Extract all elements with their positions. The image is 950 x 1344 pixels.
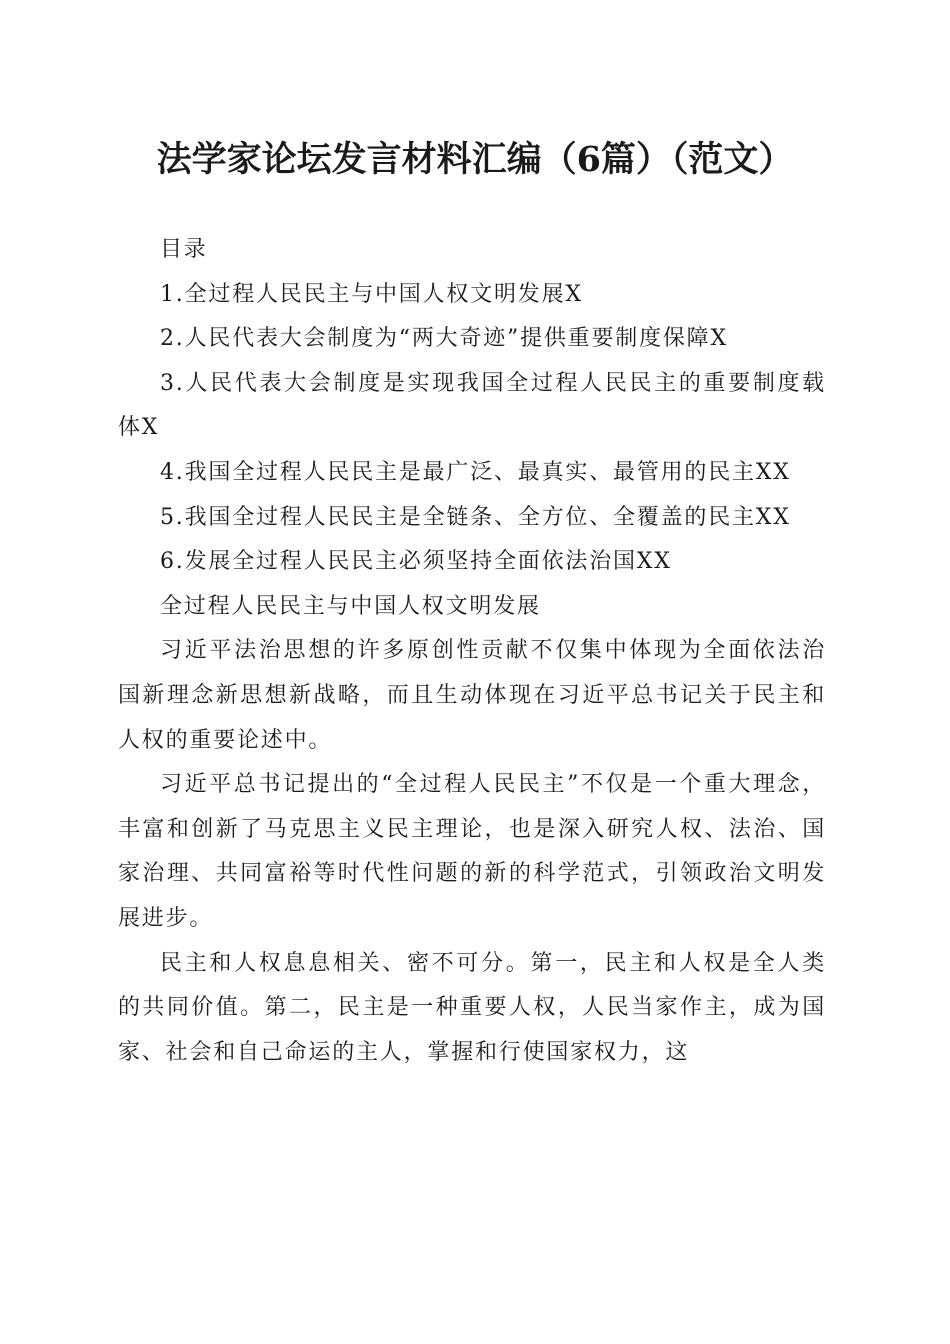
paragraph: 民主和人权息息相关、密不可分。第一，民主和人权是全人类的共同价值。第二，民主是一种重要人权，人民当家作主，成为国家、社会和自己命运的主人，掌握和行使国家权力，这 — [118, 950, 826, 1065]
toc-item: 5.我国全过程人民民主是全链条、全方位、全覆盖的民主XX — [160, 504, 791, 530]
toc-heading: 目录 — [160, 237, 208, 262]
section-title: 全过程人民民主与中国人权文明发展 — [160, 593, 541, 619]
paragraph: 习近平法治思想的许多原创性贡献不仅集中体现为全面依法治国新理念新思想新战略，而且生动体现在习近平总书记关于民主和人权的重要论述中。 — [118, 638, 826, 753]
paragraph: 习近平总书记提出的“全过程人民民主”不仅是一个重大理念，丰富和创新了马克思主义民主理论，也是深入研究人权、法治、国家治理、共同富裕等时代性问题的新的科学范式，引领政治文明发展进步。 — [118, 772, 826, 931]
toc-item: 3.人民代表大会制度是实现我国全过程人民民主的重要制度载体X — [118, 370, 826, 441]
toc-item: 1.全过程人民民主与中国人权文明发展X — [160, 281, 583, 307]
toc-item: 6.发展全过程人民民主必须坚持全面依法治国XX — [160, 549, 672, 575]
document-body — [118, 228, 826, 1075]
toc-item: 2.人民代表大会制度为“两大奇迹”提供重要制度保障X — [160, 326, 728, 352]
toc-item: 4.我国全过程人民民主是最广泛、最真实、最管用的民主XX — [160, 459, 791, 485]
document-title: 法学家论坛发言材料汇编（6篇）（范文） — [156, 139, 794, 180]
